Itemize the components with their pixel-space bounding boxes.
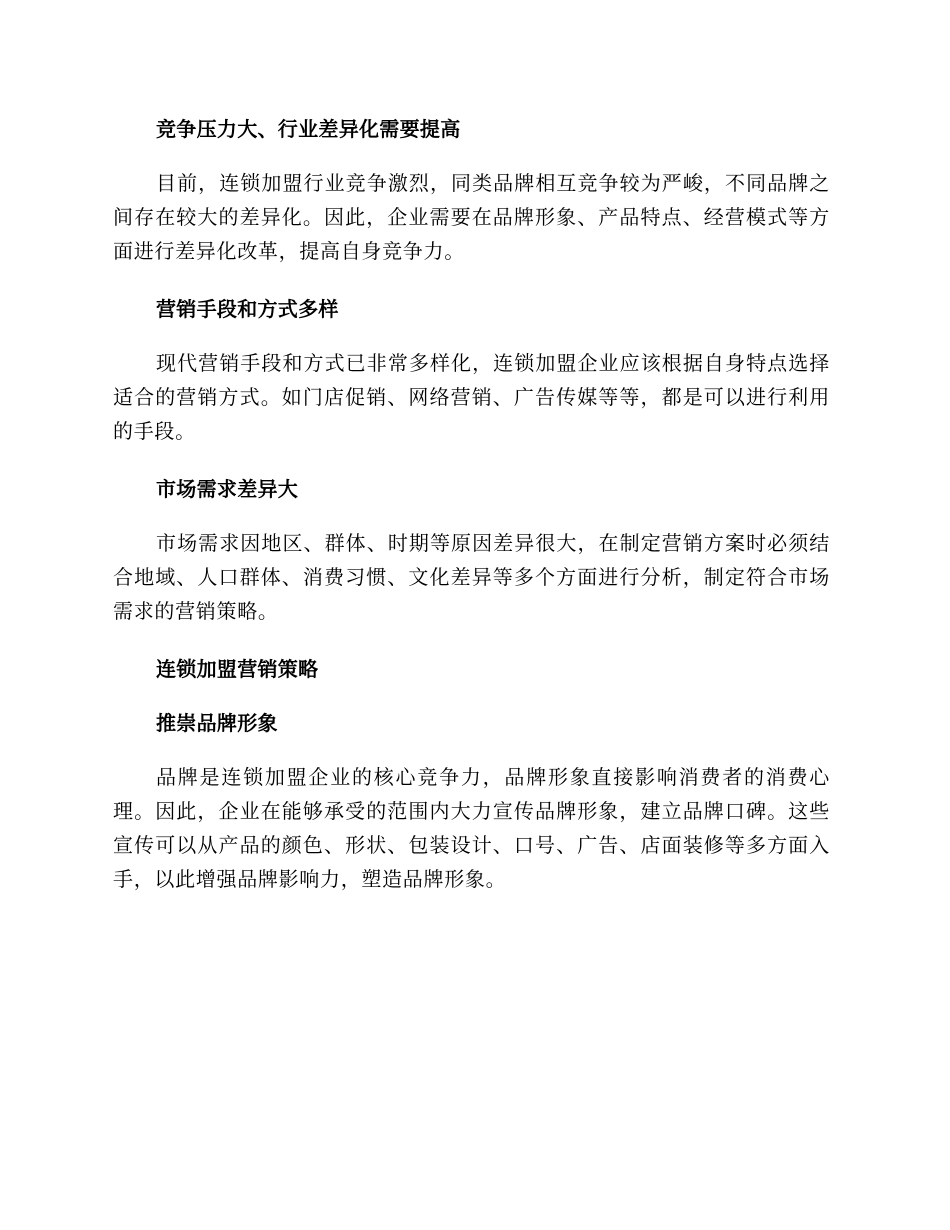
section-paragraph: 市场需求因地区、群体、时期等原因差异很大，在制定营销方案时必须结合地域、人口群体、消费习惯、文化差异等多个方面进行分析，制定符合市场需求的营销策略。 xyxy=(113,531,830,623)
document-body xyxy=(113,112,830,920)
section-heading: 营销手段和方式多样 xyxy=(156,297,339,321)
section-paragraph: 品牌是连锁加盟企业的核心竞争力，品牌形象直接影响消费者的消费心理。因此，企业在能够承受的范围内大力宣传品牌形象，建立品牌口碑。这些宣传可以从产品的颜色、形状、包装设计、口号、广告、店面装修等多方面入手，以此增强品牌影响力，塑造品牌形象。 xyxy=(113,765,830,891)
section-paragraph: 现代营销手段和方式已非常多样化，连锁加盟企业应该根据自身特点选择适合的营销方式。如门店促销、网络营销、广告传媒等等，都是可以进行利用的手段。 xyxy=(113,351,830,443)
section-heading: 市场需求差异大 xyxy=(156,477,299,501)
section-heading: 连锁加盟营销策略 xyxy=(156,657,319,681)
section-heading: 竞争压力大、行业差异化需要提高 xyxy=(156,117,461,141)
section-heading: 推崇品牌形象 xyxy=(156,711,278,735)
section-paragraph: 目前，连锁加盟行业竞争激烈，同类品牌相互竞争较为严峻，不同品牌之间存在较大的差异化。因此，企业需要在品牌形象、产品特点、经营模式等方面进行差异化改革，提高自身竞争力。 xyxy=(113,171,830,263)
